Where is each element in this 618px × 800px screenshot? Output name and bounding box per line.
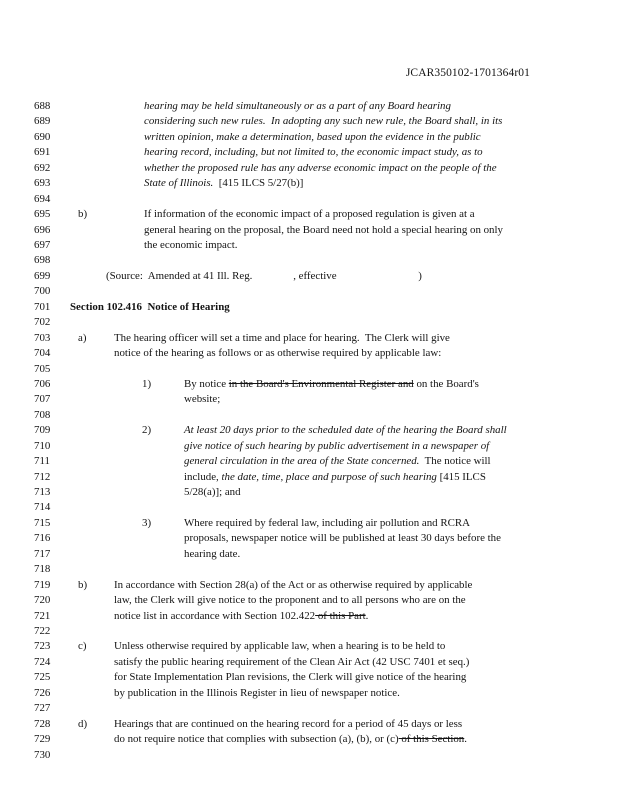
document-line: [34, 331, 594, 346]
text-segment: include,: [184, 470, 222, 483]
line-text: [106, 269, 422, 284]
document-line: [34, 392, 594, 407]
line-number: 707: [34, 393, 51, 406]
document-line: [34, 578, 594, 593]
line-number: 719: [34, 578, 51, 591]
line-text: [114, 331, 450, 346]
document-line: [34, 593, 594, 608]
line-text: [184, 547, 240, 562]
line-text: [114, 609, 368, 624]
document-line: [34, 176, 594, 191]
text-segment: notice list in accordance with Section 102.422: [114, 609, 316, 622]
line-number: 721: [34, 609, 51, 622]
line-number: 730: [34, 748, 51, 761]
line-number: 727: [34, 702, 51, 715]
document-line: [34, 99, 594, 114]
document-line: [34, 531, 594, 546]
document-line: [34, 130, 594, 145]
document-line: [34, 639, 594, 654]
statutory-quote: whether the proposed rule has any adverse economic impact on the people of the: [144, 161, 497, 174]
line-text: [114, 670, 466, 685]
document-line: [34, 192, 594, 207]
document-line: [34, 284, 594, 299]
document-line: [34, 470, 594, 485]
document-line: [34, 624, 594, 639]
text-segment: Where required by federal law, including air pollution and RCRA: [184, 516, 470, 529]
line-text: [184, 470, 486, 485]
line-number: 690: [34, 130, 51, 143]
line-text: [144, 238, 237, 253]
text-segment: law, the Clerk will give notice to the proponent and to all persons who are on the: [114, 594, 466, 607]
text-segment: The hearing officer will set a time and place for hearing. The Clerk will give: [114, 331, 450, 344]
document-line: [34, 423, 594, 438]
document-line: [34, 732, 594, 747]
text-segment: by publication in the Illinois Register in lieu of newspaper notice.: [114, 686, 400, 699]
line-text: [184, 392, 220, 407]
text-segment: website;: [184, 393, 221, 406]
line-number: 688: [34, 100, 51, 112]
document-line: [34, 439, 594, 454]
line-number: 712: [34, 470, 51, 483]
line-text: [114, 593, 466, 608]
document-line: [34, 408, 594, 423]
line-number: 696: [34, 223, 51, 236]
line-number: 705: [34, 362, 51, 375]
document-line: [34, 114, 594, 129]
document-line: [34, 145, 594, 160]
line-text: [114, 346, 441, 361]
document-line: [34, 748, 594, 763]
line-number: 715: [34, 516, 51, 529]
line-number: 697: [34, 239, 51, 251]
document-line: [34, 686, 594, 701]
text-segment: If information of the economic impact of a proposed regulation is given at a: [144, 208, 475, 221]
document-line: [34, 362, 594, 377]
subsection-label: 2): [142, 424, 152, 437]
line-text: [144, 161, 497, 176]
line-number: 723: [34, 640, 51, 653]
line-number: 716: [34, 532, 51, 545]
line-number: 718: [34, 563, 51, 576]
statutory-quote: hearing record, including, but not limited to, the economic impact study, as to: [144, 146, 483, 159]
subsection-label: b): [78, 208, 88, 221]
document-line: [34, 717, 594, 732]
line-text: [144, 99, 451, 114]
line-number: 720: [34, 594, 51, 607]
line-text: [184, 439, 489, 454]
text-segment: [415 ILCS: [436, 470, 486, 483]
document-line: [34, 655, 594, 670]
line-text: [114, 578, 472, 593]
line-text: [184, 485, 241, 500]
text-segment: do not require notice that complies with subsection (a), (b), or (c): [114, 733, 399, 745]
line-number: 728: [34, 717, 51, 730]
line-number: 701: [34, 300, 51, 313]
line-number: 700: [34, 285, 51, 298]
line-number: 694: [34, 192, 51, 205]
statutory-quote: At least 20 days prior to the scheduled date of the hearing the Board shall: [184, 424, 507, 437]
line-text: [114, 655, 469, 670]
line-number: 724: [34, 655, 51, 668]
subsection-label: b): [78, 578, 88, 591]
line-number: 703: [34, 331, 51, 344]
line-text: [144, 130, 481, 145]
document-line: [34, 377, 594, 392]
document-id-header: JCAR350102-1701364r01: [405, 67, 530, 79]
line-number: 699: [34, 269, 51, 282]
line-text: [144, 223, 503, 238]
document-line: [34, 346, 594, 361]
document-line: [34, 701, 594, 716]
line-text: [114, 639, 445, 654]
line-number: 708: [34, 408, 51, 421]
struck-text: of this Section: [398, 733, 465, 745]
document-line: [34, 500, 594, 515]
line-text: [144, 114, 502, 129]
line-number: 698: [34, 254, 51, 267]
text-segment: (Source: Amended at 41 Ill. Reg. , effective ): [106, 269, 422, 282]
document-line: [34, 223, 594, 238]
line-number: 717: [34, 547, 51, 560]
line-number: 713: [34, 486, 51, 498]
line-number: 702: [34, 316, 51, 329]
text-segment: Unless otherwise required by applicable law, when a hearing is to be held to: [114, 640, 446, 653]
line-number: 689: [34, 115, 51, 128]
document-line: [34, 207, 594, 222]
line-text: [184, 454, 491, 469]
line-number: 714: [34, 501, 51, 514]
text-segment: hearing date.: [184, 547, 241, 560]
text-segment: In accordance with Section 28(a) of the Act or as otherwise required by applicable: [114, 578, 473, 591]
line-text: [184, 516, 470, 531]
statutory-quote: general circulation in the area of the State concerned.: [184, 455, 420, 468]
subsection-label: c): [78, 640, 87, 653]
text-segment: on the Board's: [413, 377, 479, 390]
document-line: [34, 670, 594, 685]
line-text: [184, 531, 501, 546]
text-segment: general hearing on the proposal, the Board need not hold a special hearing on only: [144, 223, 503, 236]
text-segment: The notice will: [419, 455, 491, 468]
struck-text: in the Board's Environmental Register and: [228, 377, 414, 390]
line-text: [144, 176, 303, 191]
subsection-label: 1): [142, 377, 152, 390]
document-line: [34, 238, 594, 253]
text-segment: .: [464, 733, 467, 745]
statutory-quote: written opinion, make a determination, based upon the evidence in the public: [144, 130, 481, 143]
line-text: [184, 423, 507, 438]
subsection-label: a): [78, 331, 87, 344]
struck-text: of this Part: [315, 609, 366, 622]
text-segment: notice of the hearing as follows or as otherwise required by applicable law:: [114, 347, 442, 359]
line-number: 726: [34, 686, 51, 699]
line-number: 725: [34, 671, 51, 684]
text-segment: proposals, newspaper notice will be published at least 30 days before the: [184, 532, 501, 545]
text-segment: .: [365, 609, 369, 622]
line-text: [114, 686, 400, 701]
text-segment: for State Implementation Plan revisions, the Clerk will give notice of the hearing: [114, 671, 467, 684]
line-number: 692: [34, 161, 51, 174]
line-text: [70, 300, 230, 315]
line-number: 710: [34, 439, 51, 452]
line-number: 729: [34, 733, 51, 745]
text-segment: the economic impact.: [144, 239, 238, 251]
line-text: [144, 207, 475, 222]
statutory-quote: considering such new rules. In adopting any such new rule, the Board shall, in its: [144, 115, 503, 128]
document-line: [34, 315, 594, 330]
subsection-label: 3): [142, 516, 152, 529]
document-line: [34, 609, 594, 624]
line-text: [114, 732, 467, 747]
line-text: [144, 145, 483, 160]
document-line: [34, 300, 594, 315]
line-number: 722: [34, 625, 51, 637]
document-line: [34, 253, 594, 268]
subsection-label: d): [78, 717, 88, 730]
line-text: [114, 717, 462, 732]
text-segment: [415 ILCS 5/27(b)]: [213, 177, 304, 190]
section-heading: Section 102.416 Notice of Hearing: [70, 300, 230, 313]
text-segment: Hearings that are continued on the hearing record for a period of 45 days or less: [114, 717, 463, 730]
line-number: 706: [34, 377, 51, 390]
text-segment: satisfy the public hearing requirement of the Clean Air Act (42 USC 7401 et seq.): [114, 655, 470, 668]
line-number: 704: [34, 347, 51, 359]
line-text: [184, 377, 479, 392]
statutory-quote: the date, time, place and purpose of such hearing: [221, 470, 437, 483]
document-line: [34, 269, 594, 284]
document-line: [34, 161, 594, 176]
line-number: 693: [34, 177, 51, 190]
line-number: 711: [34, 455, 50, 468]
line-number: 695: [34, 208, 51, 221]
text-segment: 5/28(a)]; and: [184, 486, 241, 498]
document-line: [34, 547, 594, 562]
statutory-quote: State of Illinois.: [144, 177, 214, 190]
document-line: [34, 454, 594, 469]
document-line: [34, 516, 594, 531]
line-number: 691: [34, 146, 51, 159]
document-line: [34, 562, 594, 577]
statutory-quote: hearing may be held simultaneously or as a part of any Board hearing: [144, 100, 451, 112]
statutory-quote: give notice of such hearing by public advertisement in a newspaper of: [184, 439, 490, 452]
line-number: 709: [34, 424, 51, 437]
text-segment: By notice: [184, 377, 229, 390]
document-line: [34, 485, 594, 500]
